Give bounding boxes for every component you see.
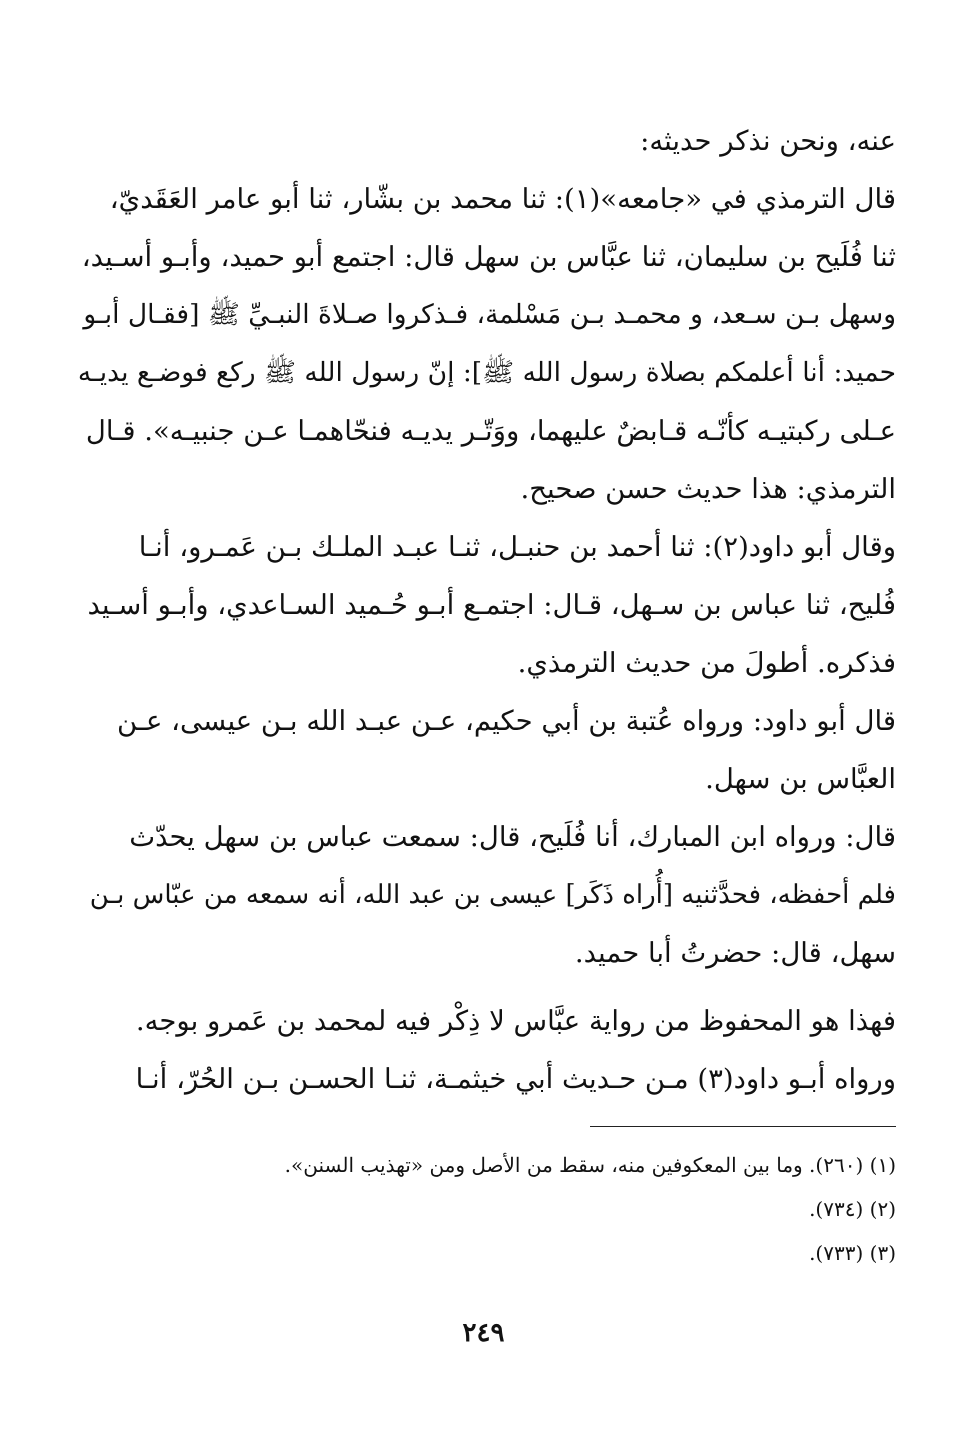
text-line: الترمذي: هذا حديث حسن صحيح. <box>520 473 896 505</box>
footnote-divider <box>590 1126 896 1127</box>
text-line: فهذا هو المحفوظ من رواية عبَّاس لا ذِكْر فيه لمحمد بن عَمرو بوجه. <box>135 1005 896 1037</box>
text-line: قال الترمذي في «جامعه»(١): ثنا محمد بن بشّار، ثنا أبو عامر العَقَديّ، <box>109 183 896 215</box>
footnote-3: (٣) (٧٣٣). <box>809 1241 896 1265</box>
text-line: عـلى ركبتيـه كأنّـه قـابضٌ عليهما، ووَتّـر يديـه فنحّاهمـا عـن جنبيـه». قـال <box>85 415 896 447</box>
text-line: فلم أحفظه، فحدَّثنيه [أُراه ذَكَر] عيسى بن عبد الله، أنه سمعه من عبّاس بـن <box>89 880 896 910</box>
text-line: وقال أبو داود(٢): ثنا أحمد بن حنبـل، ثنـا عبـد الملـك بـن عَمـرو، أنـا <box>138 531 896 563</box>
text-line: حميد: أنا أعلمكم بصلاة رسول الله ﷺ]: إنّ رسول الله ﷺ ركع فوضـع يديـه <box>78 357 896 388</box>
text-line: عنه، ونحن نذكر حديثه: <box>640 125 896 157</box>
text-line: العبَّاس بن سهل. <box>705 763 896 795</box>
footnotes <box>78 1143 896 1275</box>
text-line: قال أبو داود: ورواه عُتبة بن أبي حكيم، عـن عبـد الله بـن عيسى، عـن <box>117 705 896 737</box>
text-line: قال: ورواه ابن المبارك، أنا فُلَيح، قال: سمعت عباس بن سهل يحدّث <box>129 821 896 853</box>
footnote-2: (٢) (٧٣٤). <box>809 1197 896 1221</box>
text-line: وسهل بـن سـعد، و محمـد بـن مَسْلمة، فـذكروا صـلاةَ النبـيِّ ﷺ [فقـال أبـو <box>83 299 896 330</box>
text-line: ثنا فُلَيح بن سليمان، ثنا عبَّاس بن سهل قال: اجتمع أبو حميد، وأبـو أسـيد، <box>81 241 896 273</box>
text-line: ورواه أبـو داود(٣) مـن حـديث أبي خيثمـة، ثنـا الحسـن بـن الحُرّ، أنـا <box>135 1063 896 1095</box>
footnote-1: (١) (٢٦٠). وما بين المعكوفين منه، سقط من الأصل ومن «تهذيب السنن». <box>284 1153 896 1177</box>
text-line: سهل، قال: حضرتُ أبا حميد. <box>574 937 896 969</box>
text-line: فذكره. أطولَ من حديث الترمذي. <box>517 647 896 679</box>
text-line: فُليح، ثنا عباس بن سـهل، قـال: اجتمـع أبـو حُـميد السـاعدي، وأبـو أسـيد <box>87 589 896 621</box>
main-text <box>78 112 896 1108</box>
page-number: ٢٤٩ <box>462 1318 505 1348</box>
